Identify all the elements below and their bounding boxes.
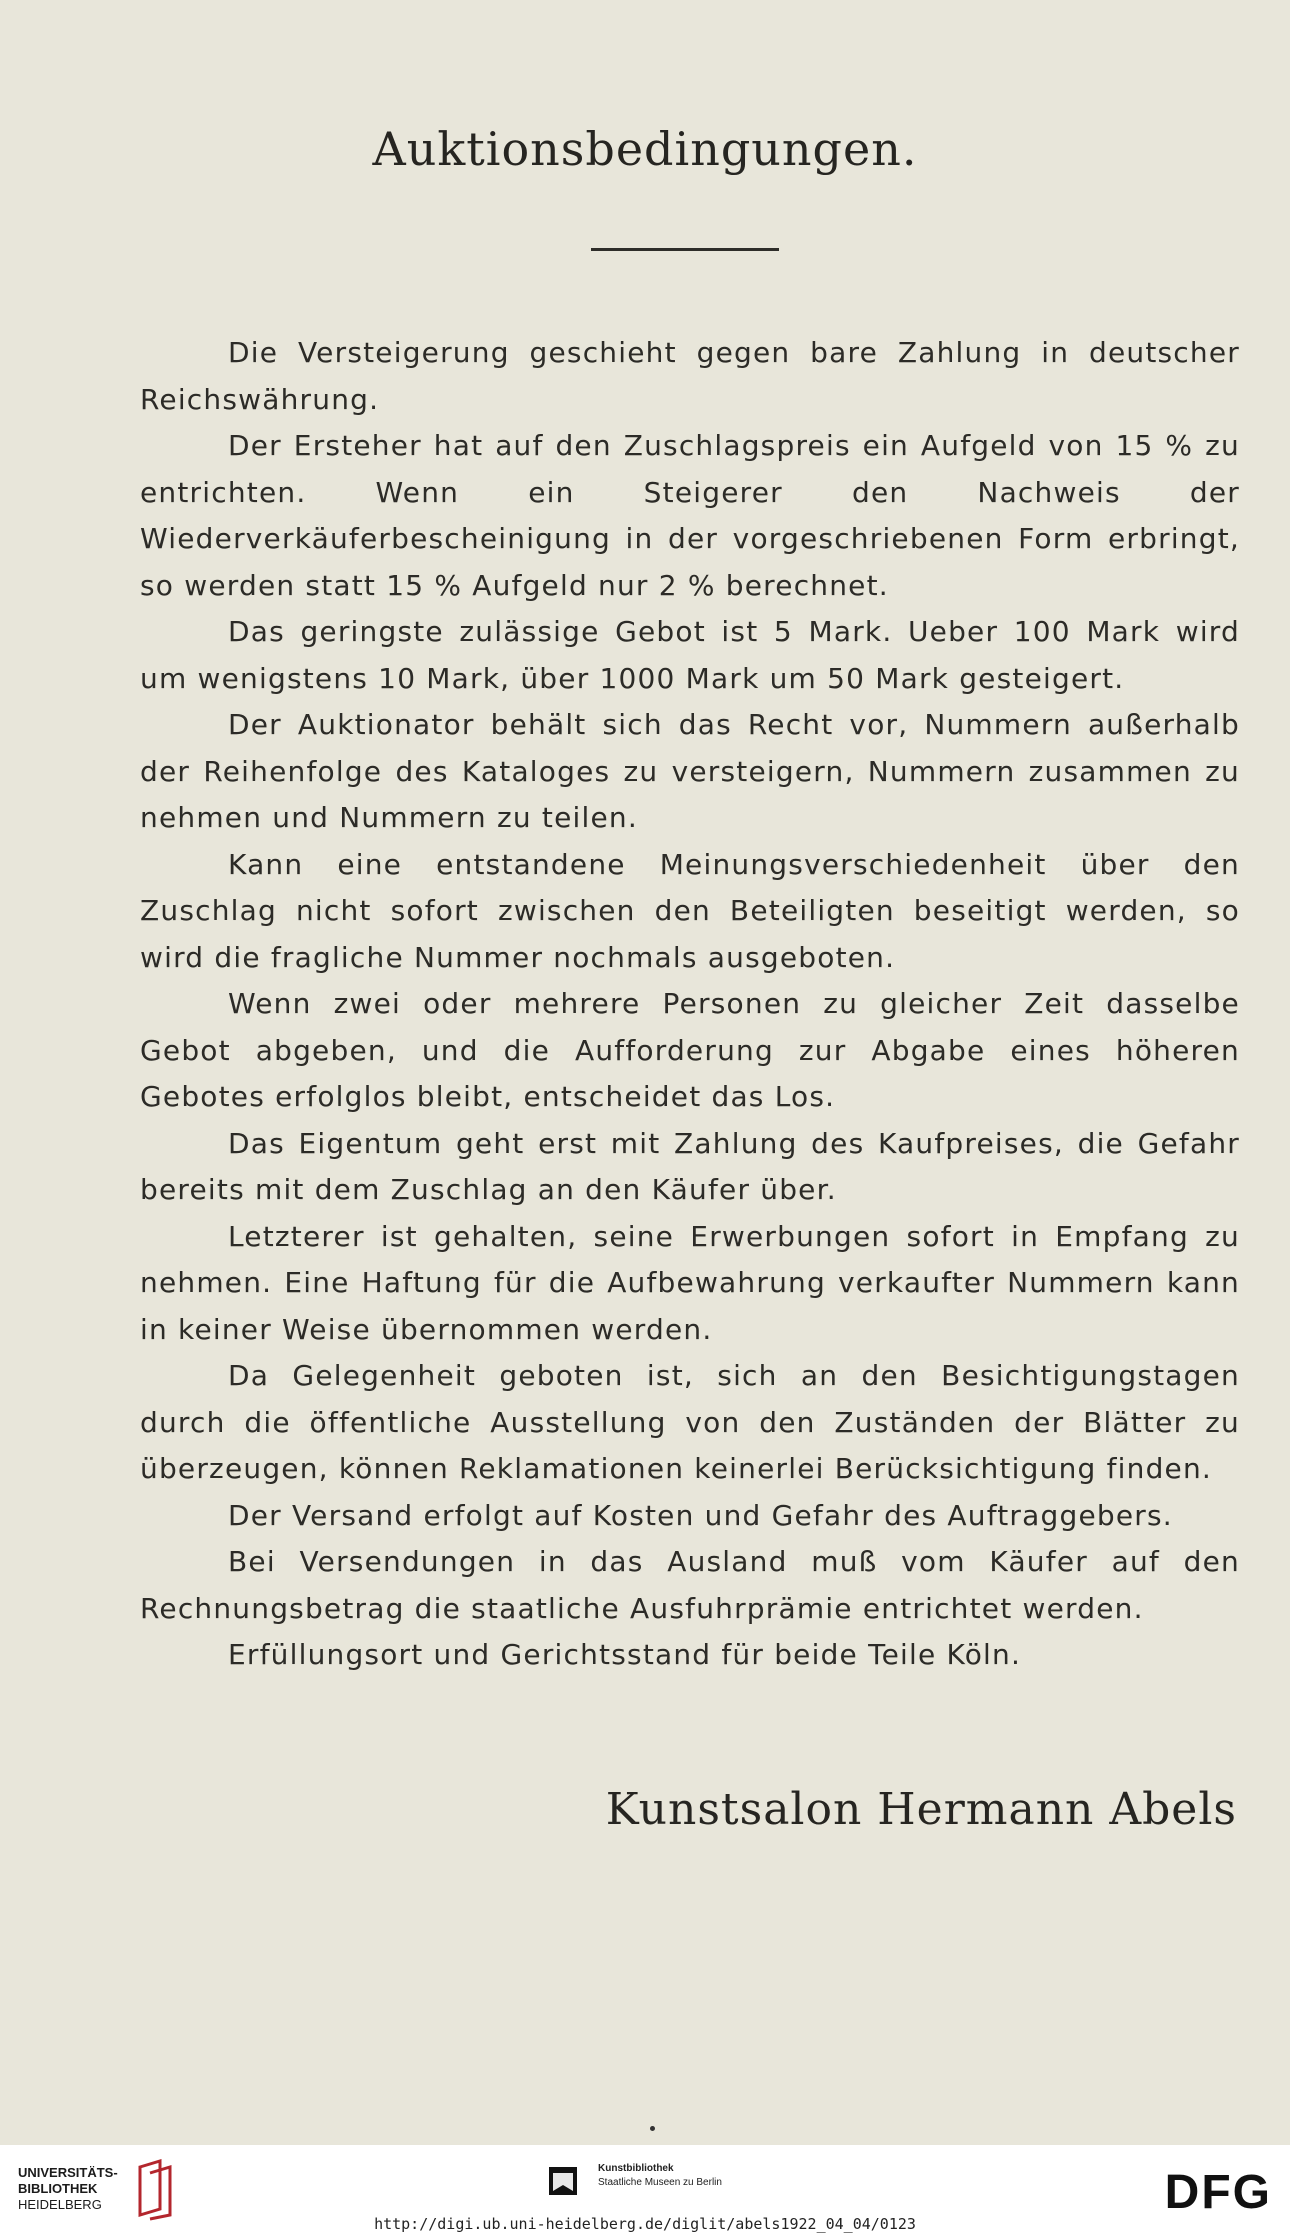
- library-name: [18, 2165, 118, 2213]
- paragraph: Die Versteigerung geschieht gegen bare Zahlung in deutscher Reichswährung.: [140, 336, 1240, 416]
- paragraph: Da Gelegenheit geboten ist, sich an den Besichtigungstagen durch die öffentliche Ausstellung von den Zuständen der Blätter zu überzeugen, können Reklamationen keinerlei Berücksichtigung finden.: [140, 1359, 1240, 1485]
- document-title: Auktionsbedingungen.: [372, 122, 918, 176]
- page-mark: [650, 2126, 655, 2131]
- paragraph: Der Versand erfolgt auf Kosten und Gefahr des Auftraggebers.: [228, 1498, 1173, 1532]
- paragraph: Wenn zwei oder mehrere Personen zu gleicher Zeit dasselbe Gebot abgeben, und die Aufforderung zur Abgabe eines höheren Gebotes erfolglos bleibt, entscheidet das Los.: [140, 987, 1240, 1113]
- paragraph: Bei Versendungen in das Ausland muß vom Käufer auf den Rechnungsbetrag die staatliche Ausfuhrprämie entrichtet werden.: [140, 1545, 1240, 1625]
- paragraph: Erfüllungsort und Gerichtsstand für beide Teile Köln.: [228, 1638, 1022, 1671]
- permalink[interactable]: http://digi.ub.uni-heidelberg.de/diglit/abels1922_04_04/0123: [374, 2215, 916, 2233]
- paragraph: Kann eine entstandene Meinungsverschiedenheit über den Zuschlag nicht sofort zwischen den Beteiligten beseitigt werden, so wird die fragliche Nummer nochmals ausgeboten.: [140, 847, 1240, 974]
- partner-title: Kunstbibliothek: [598, 2163, 674, 2174]
- library-line: BIBLIOTHEK: [18, 2181, 98, 2196]
- conditions-text: [140, 330, 1240, 1679]
- library-line: UNIVERSITÄTS-: [18, 2165, 118, 2180]
- library-line: HEIDELBERG: [18, 2197, 102, 2212]
- library-logo-icon: [130, 2159, 178, 2221]
- paragraph: Letzterer ist gehalten, seine Erwerbungen sofort in Empfang zu nehmen. Eine Haftung für die Aufbewahrung verkaufter Nummern kann in keiner Weise übernommen werden.: [140, 1219, 1240, 1346]
- paragraph: Das Eigentum geht erst mit Zahlung des Kaufpreises, die Gefahr bereits mit dem Zuschlag an den Käufer über.: [140, 1126, 1240, 1206]
- kunstbibliothek-logo-icon: [549, 2163, 585, 2199]
- digitization-footer: [0, 2145, 1290, 2237]
- title-divider: [591, 248, 779, 251]
- paragraph: Der Ersteher hat auf den Zuschlagspreis ein Aufgeld von 15 % zu entrichten. Wenn ein Steigerer den Nachweis der Wiederverkäuferbescheinigung in der vorgeschriebenen Form erbringt, so werden statt 15 % Aufgeld nur 2 % berechnet.: [140, 429, 1240, 602]
- partner-subtitle: Staatliche Museen zu Berlin: [598, 2177, 722, 2188]
- dfg-logo: DFG: [1164, 2166, 1272, 2219]
- paragraph: Das geringste zulässige Gebot ist 5 Mark. Ueber 100 Mark wird um wenigstens 10 Mark, über 1000 Mark um 50 Mark gesteigert.: [140, 615, 1240, 695]
- signature: Kunstsalon Hermann Abels: [605, 1784, 1237, 1835]
- partner-name: [598, 2162, 722, 2190]
- paragraph: Der Auktionator behält sich das Recht vor, Nummern außerhalb der Reihenfolge des Kataloges zu versteigern, Nummern zusammen zu nehmen und Nummern zu teilen.: [140, 708, 1240, 834]
